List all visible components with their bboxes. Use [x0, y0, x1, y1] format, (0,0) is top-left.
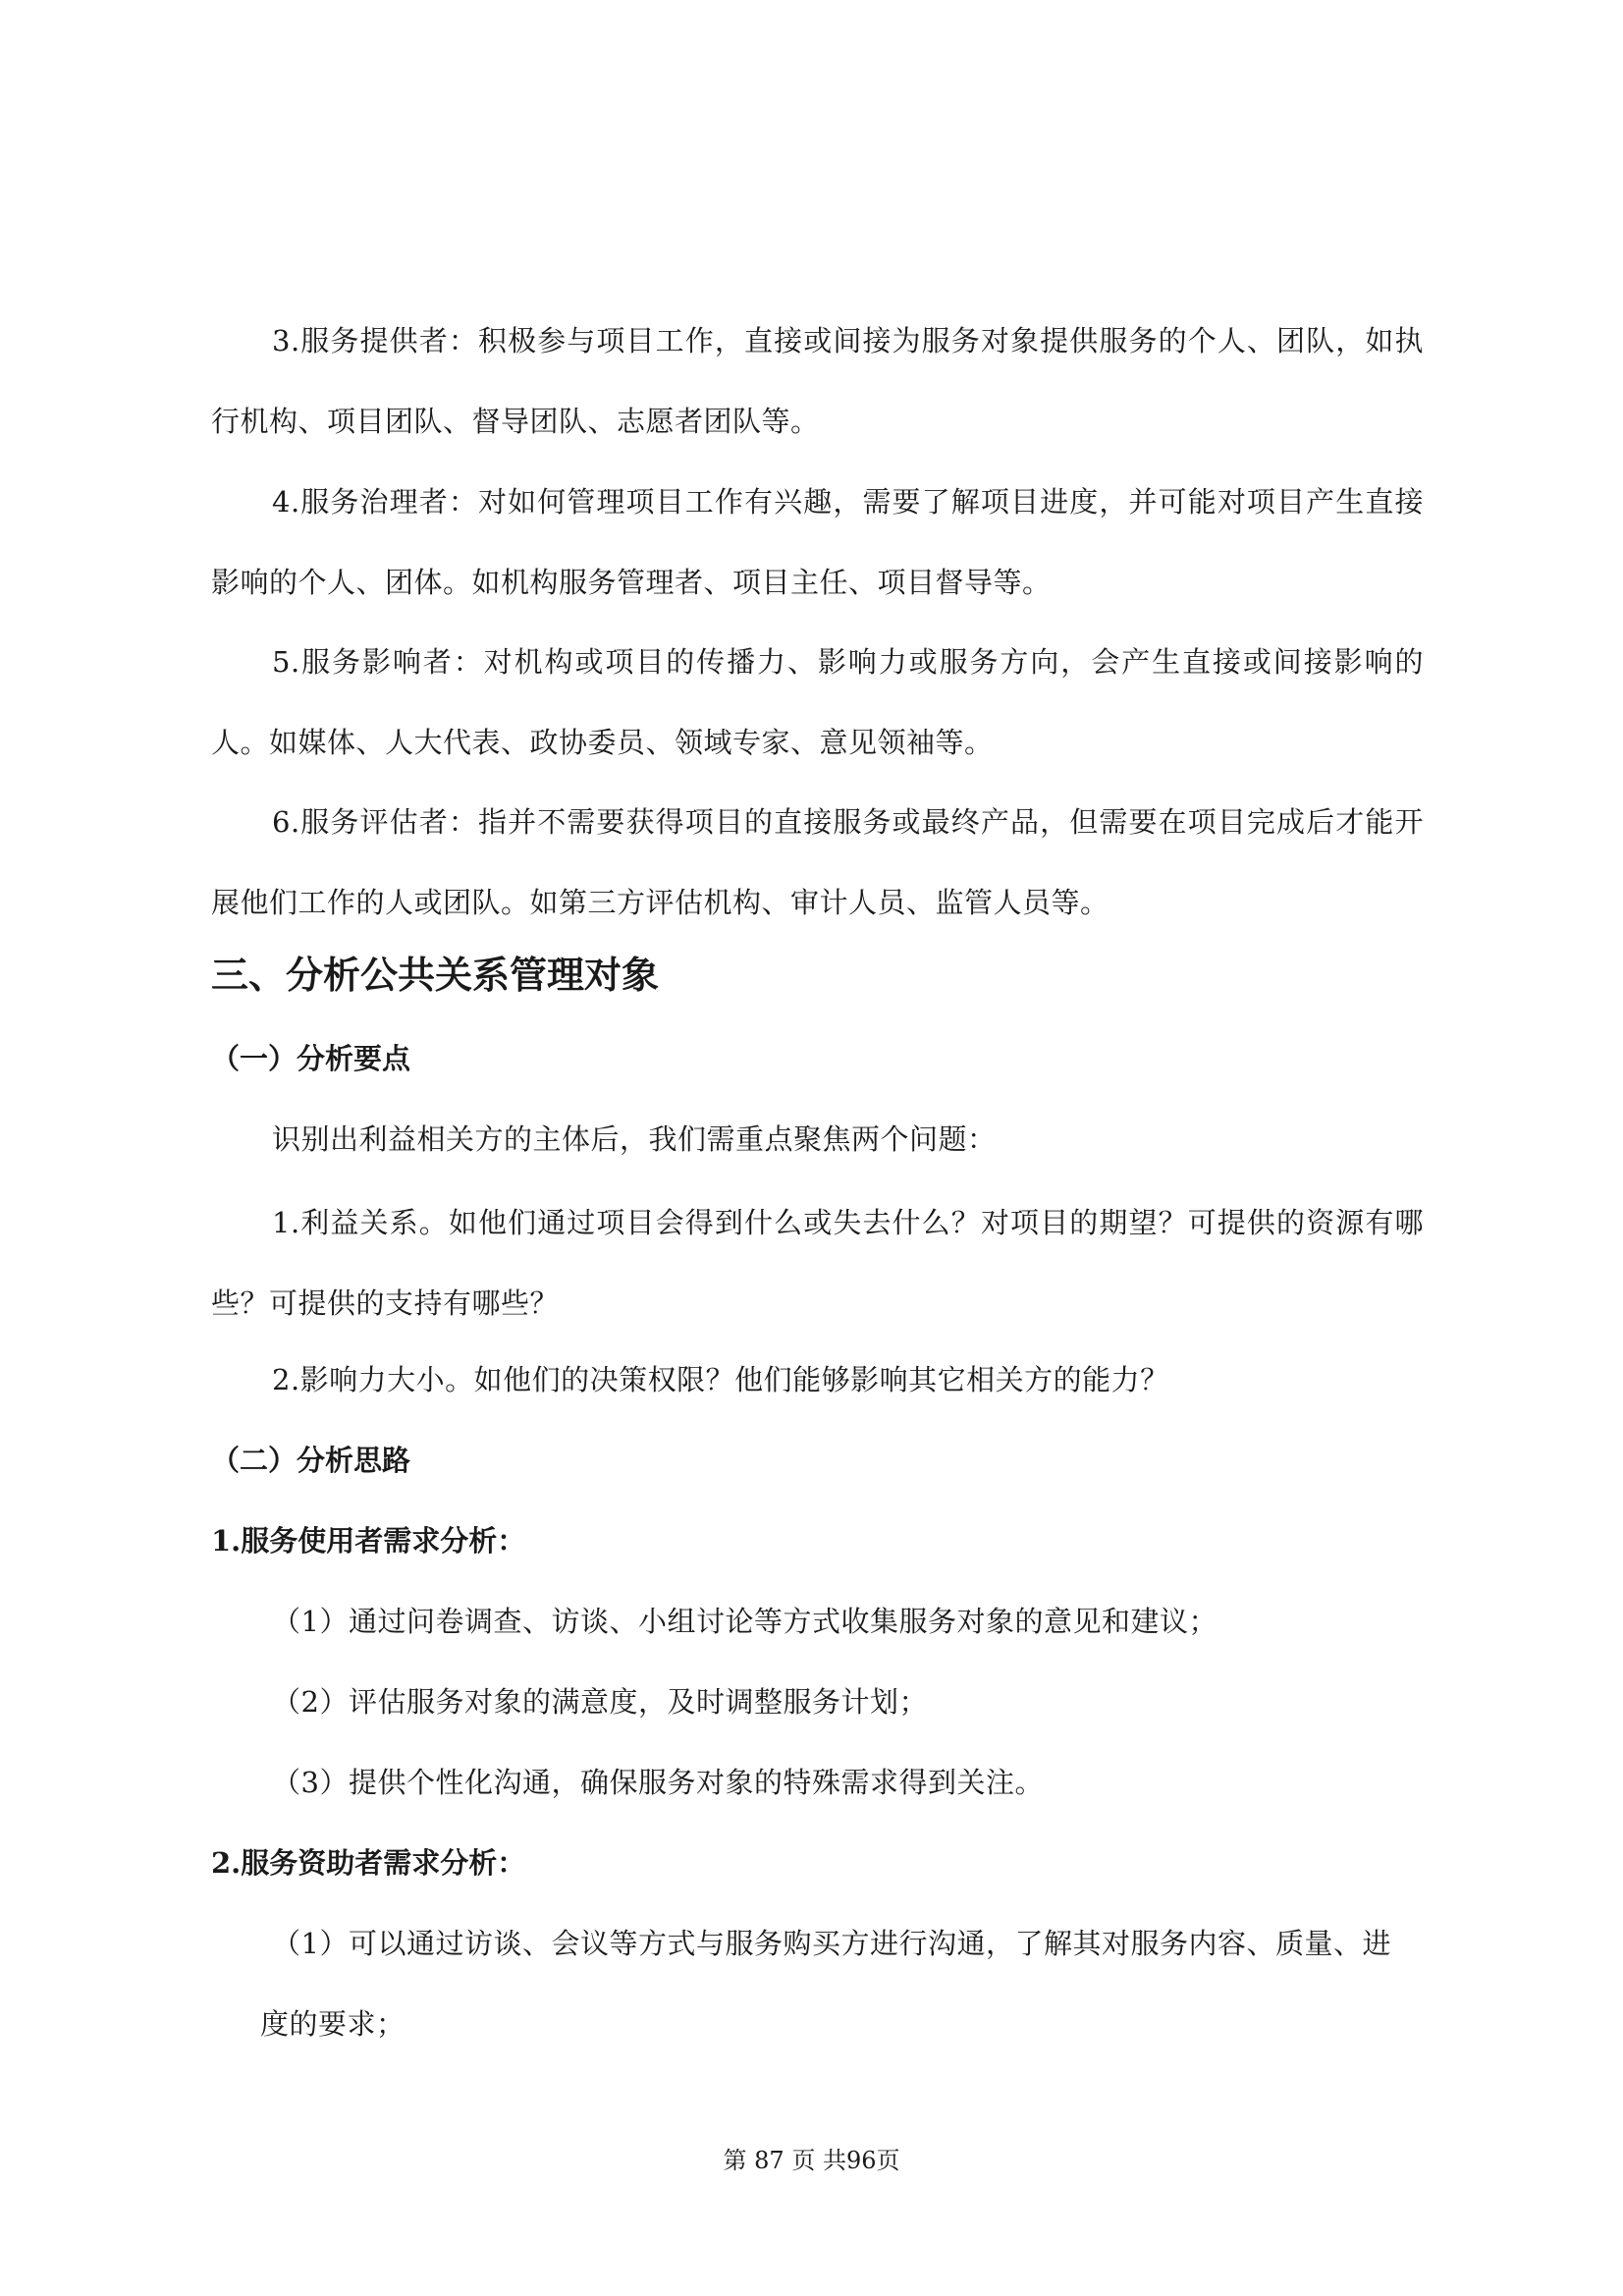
key-point-interest: 1.利益关系。如他们通过项目会得到什么或失去什么？对项目的期望？可提供的资源有哪些？可提供的支持有哪些？ — [211, 1206, 1424, 1320]
subsection-heading-approach: （二）分析思路 — [211, 1444, 411, 1477]
heading-user-needs: 1.服务使用者需求分析： — [211, 1524, 526, 1558]
key-points-intro: 识别出利益相关方的主体后，我们需重点聚焦两个问题： — [272, 1122, 997, 1156]
paragraph-service-evaluator: 6.服务评估者：指并不需要获得项目的直接服务或最终产品，但需要在项目完成后才能开展他们工作的人或团队。如第三方评估机构、审计人员、监管人员等。 — [211, 805, 1424, 919]
page-footer — [0, 2145, 1623, 2176]
footer-label-di: 第 — [723, 2147, 747, 2174]
paragraph-service-provider: 3.服务提供者：积极参与项目工作，直接或间接为服务对象提供服务的个人、团队，如执行机构、项目团队、督导团队、志愿者团队等。 — [211, 324, 1424, 438]
paragraph-service-influencer: 5.服务影响者：对机构或项目的传播力、影响力或服务方向，会产生直接或间接影响的人。如媒体、人大代表、政协委员、领域专家、意见领袖等。 — [211, 645, 1424, 759]
heading-sponsor-needs: 2.服务资助者需求分析： — [211, 1846, 526, 1880]
footer-label-gong: 共 — [822, 2147, 846, 2174]
footer-total-pages: 96 — [845, 2147, 877, 2174]
sponsor-need-item-1: （1）可以通过访谈、会议等方式与服务购买方进行沟通，了解其对服务内容、质量、进 — [272, 1927, 1391, 1960]
subsection-heading-key-points: （一）分析要点 — [211, 1042, 411, 1075]
user-need-item-2: （2）评估服务对象的满意度，及时调整服务计划； — [272, 1685, 928, 1719]
sponsor-need-item-1-continued: 度的要求； — [260, 2007, 406, 2041]
user-need-item-3: （3）提供个性化沟通，确保服务对象的特殊需求得到关注。 — [272, 1766, 1044, 1799]
footer-label-ye: 页 — [791, 2147, 816, 2174]
section-heading: 三、分析公共关系管理对象 — [211, 954, 660, 997]
footer-current-page: 87 — [754, 2147, 784, 2174]
key-point-influence: 2.影响力大小。如他们的决策权限？他们能够影响其它相关方的能力？ — [272, 1363, 1169, 1396]
paragraph-service-governor: 4.服务治理者：对如何管理项目工作有兴趣，需要了解项目进度，并可能对项目产生直接影响的个人、团体。如机构服务管理者、项目主任、项目督导等。 — [211, 485, 1424, 599]
user-need-item-1: （1）通过问卷调查、访谈、小组讨论等方式收集服务对象的意见和建议； — [272, 1605, 1217, 1638]
footer-label-ye2: 页 — [876, 2147, 900, 2174]
